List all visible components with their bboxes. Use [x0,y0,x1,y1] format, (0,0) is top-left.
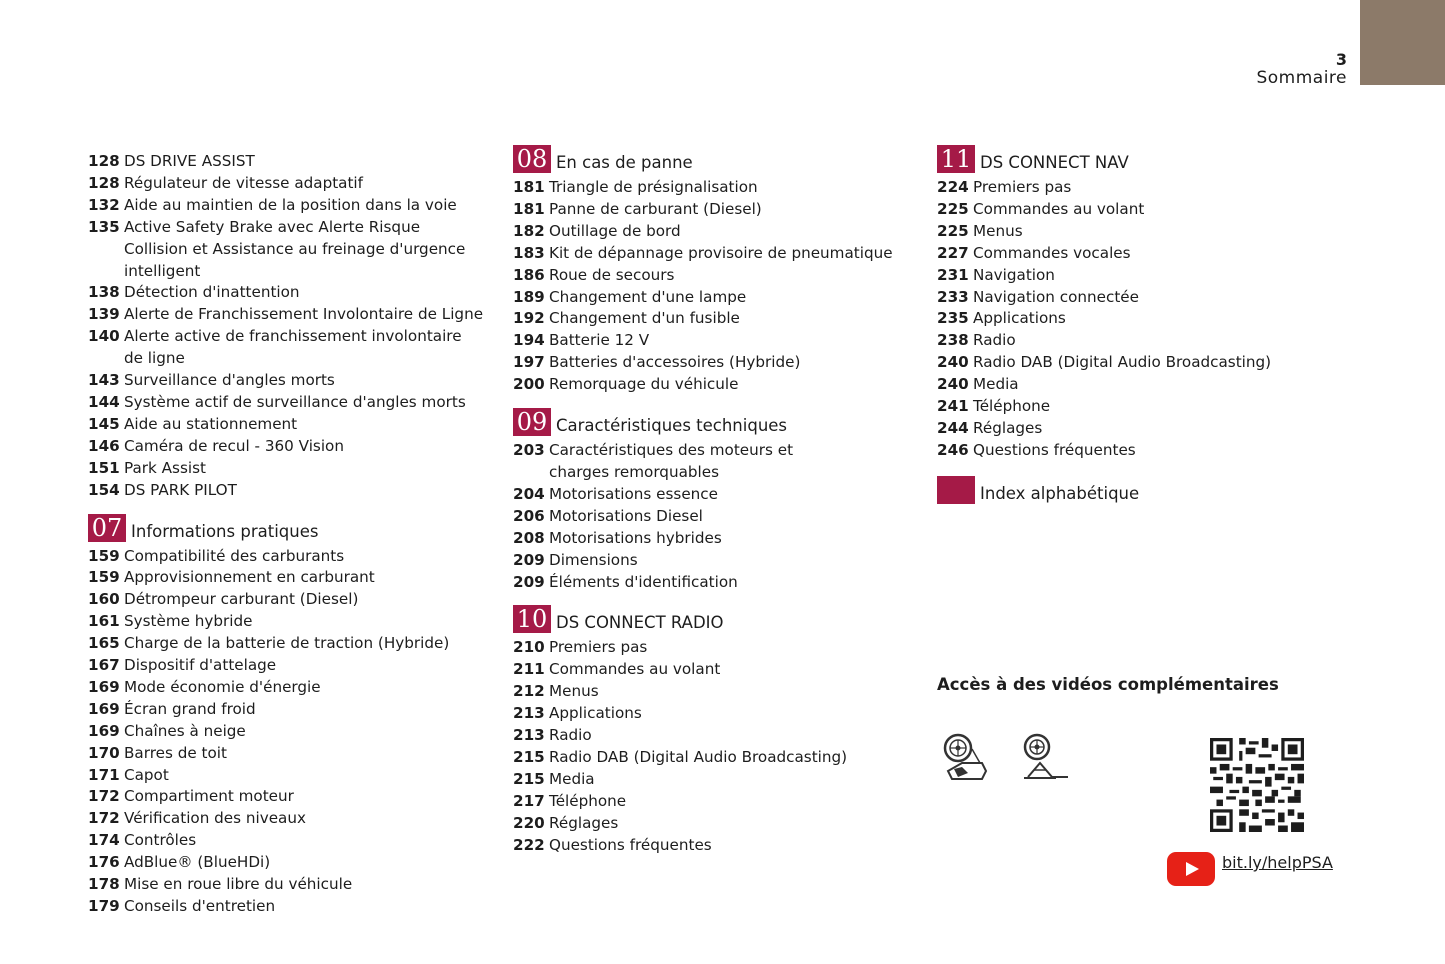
toc-page-number: 213 [513,726,545,745]
toc-page-number: 172 [88,809,120,828]
corner-tab [1360,0,1445,85]
toc-entry[interactable] [88,896,483,918]
toc-entry-label: Dimensions [549,550,638,569]
toc-entry[interactable] [513,550,913,572]
toc-page-number: 169 [88,699,120,718]
toc-entry-label: Media [973,375,1019,394]
toc-entry-label: Park Assist [124,458,206,477]
toc-entry-label: Batterie 12 V [549,331,650,350]
toc-entry[interactable] [937,440,1337,462]
toc-entry-label: Détrompeur carburant (Diesel) [124,590,359,609]
toc-page-number: 238 [937,331,969,350]
toc-entry-label: Radio DAB (Digital Audio Broadcasting) [549,747,848,766]
toc-entry[interactable] [88,370,483,392]
toc-page-number: 167 [88,656,120,675]
section-title: Index alphabétique [980,483,1140,503]
toc-entry[interactable] [513,506,913,528]
toc-entry-label: Caméra de recul - 360 Vision [124,436,344,455]
toc-entry-label: Aide au maintien de la position dans la voie [124,195,457,214]
toc-entry-label: Commandes vocales [973,243,1131,262]
toc-entry[interactable] [937,177,1337,199]
toc-entry-label: Mise en roue libre du véhicule [124,875,353,894]
index-badge [937,476,975,504]
toc-page-number: 140 [88,327,120,346]
toc-entry-label: Alerte active de franchissement involontaire de ligne [124,327,462,368]
toc-page-number: 246 [937,440,969,459]
toc-entry-label: Système hybride [124,612,253,631]
toc-entry[interactable] [513,221,913,243]
toc-entry-label: Outillage de bord [549,221,681,240]
toc-page-number: 194 [513,331,545,350]
toc-column-3 [937,145,1337,508]
toc-page-number: 181 [513,178,545,196]
toc-list [513,637,913,856]
toc-page-number: 240 [937,375,969,394]
toc-page-number: 210 [513,638,545,657]
section-header-09[interactable] [513,408,913,436]
toc-entry[interactable] [937,221,1337,243]
toc-entry-label: Téléphone [973,397,1051,416]
videos-title: Accès à des vidéos complémentaires [937,675,1279,694]
toc-entry[interactable] [88,392,483,414]
toc-entry-label: Éléments d'identification [549,572,738,591]
toc-entry-label: AdBlue® (BlueHDi) [124,853,271,872]
toc-page-number: 159 [88,568,120,587]
toc-entry[interactable] [88,852,483,874]
toc-entry-label: Radio [549,726,592,745]
toc-entry[interactable] [513,199,913,221]
toc-entry[interactable] [513,791,913,813]
youtube-icon[interactable] [1167,852,1215,886]
toc-entry-label: Changement d'une lampe [549,287,747,306]
toc-entry-label: Questions fréquentes [973,440,1136,459]
toc-page-number: 144 [88,392,120,411]
toc-page-number: 143 [88,371,120,390]
toc-page-number: 171 [88,765,120,784]
toc-entry-label: Régulateur de vitesse adaptatif [124,173,363,192]
toc-entry[interactable] [937,418,1337,440]
toc-page-number: 225 [937,221,969,240]
toc-entry[interactable] [937,352,1337,374]
toc-page-number: 139 [88,305,120,324]
section-header-11[interactable] [937,145,1337,173]
toc-entry-label: Réglages [973,418,1043,437]
toc-entry-label: Menus [973,221,1023,240]
toc-entry-label: Changement d'un fusible [549,309,740,328]
toc-page-number: 154 [88,480,120,499]
toc-entry-label: Capot [124,765,169,784]
toc-entry[interactable] [88,633,483,655]
section-number-badge: 09 [513,408,551,436]
toc-entry[interactable] [513,747,913,769]
toc-entry[interactable] [88,677,483,699]
toc-entry-label: Dispositif d'attelage [124,656,277,675]
toc-entry-label: Mode économie d'énergie [124,677,321,696]
section-header-07[interactable] [88,514,483,542]
toc-entry-label: Aide au stationnement [124,414,298,433]
section-number-badge: 08 [513,145,551,173]
toc-page-number: 231 [937,265,969,284]
toc-page-number: 215 [513,747,545,766]
toc-entry-label: Alerte de Franchissement Involontaire de Ligne [124,305,484,324]
toc-entry[interactable] [88,151,483,173]
toc-entry-label: Radio [973,331,1016,350]
page-title: Sommaire [1256,68,1347,88]
toc-entry-label: Motorisations hybrides [549,528,722,547]
toc-entry-label: Navigation connectée [973,287,1139,306]
toc-entry[interactable] [937,308,1337,330]
toc-page-number: 224 [937,178,969,196]
toc-entry[interactable] [513,769,913,791]
toc-page-number: 208 [513,528,545,547]
toc-entry[interactable] [513,484,913,506]
page-number: 3 [1335,50,1347,69]
toc-page-number: 206 [513,506,545,525]
toc-page-number: 161 [88,612,120,631]
toc-entry[interactable] [513,659,913,681]
toc-entry-label: Triangle de présignalisation [549,178,758,196]
toc-entry-label: Contrôles [124,831,197,850]
toc-entry-label: Détection d'inattention [124,283,300,302]
toc-page-number: 165 [88,634,120,653]
toc-page-number: 181 [513,199,545,218]
toc-entry[interactable] [88,765,483,787]
toc-entry-label: Motorisations essence [549,484,718,503]
section-title: En cas de panne [556,153,693,172]
toc-entry-label: Chaînes à neige [124,721,246,740]
toc-entry[interactable] [88,743,483,765]
toc-entry-label: Caractéristiques des moteurs et charges remorquables [549,441,794,481]
toc-page-number: 213 [513,704,545,723]
toc-entry[interactable] [513,308,913,330]
toc-page-number: 215 [513,769,545,788]
toc-entry[interactable] [513,725,913,747]
toc-page-number: 138 [88,283,120,302]
toc-entry[interactable] [88,830,483,852]
toc-entry[interactable] [513,177,913,199]
toc-page-number: 209 [513,550,545,569]
toc-entry[interactable] [937,330,1337,352]
toc-entry[interactable] [88,217,483,283]
toc-entry-label: Système actif de surveillance d'angles morts [124,392,466,411]
toc-entry-label: Barres de toit [124,743,227,762]
toc-entry-label: Applications [549,704,642,723]
toc-entry-label: Remorquage du véhicule [549,375,739,394]
toc-entry[interactable] [937,396,1337,418]
toc-entry[interactable] [88,699,483,721]
toc-page-number: 227 [937,243,969,262]
toc-list [513,177,913,396]
section-number-badge: 11 [937,145,975,173]
toc-page-number: 132 [88,195,120,214]
tyre-repair-kit-icon[interactable] [942,733,990,783]
section-title: Informations pratiques [131,521,319,541]
toc-entry-label: Kit de dépannage provisoire de pneumatique [549,243,893,262]
toc-entry-label: Surveillance d'angles morts [124,371,335,390]
toc-entry-label: Conseils d'entretien [124,897,276,915]
toc-entry[interactable] [88,611,483,633]
toc-list [88,151,483,502]
toc-entry-label: DS PARK PILOT [124,480,237,499]
toc-entry-label: Motorisations Diesel [549,506,703,525]
toc-entry-label: Réglages [549,813,619,832]
toc-list [937,177,1337,462]
toc-entry[interactable] [88,589,483,611]
toc-entry[interactable] [88,304,483,326]
toc-page-number: 151 [88,458,120,477]
toc-page-number: 233 [937,287,969,306]
toc-entry[interactable] [88,414,483,436]
toc-entry[interactable] [513,681,913,703]
toc-entry[interactable] [88,173,483,195]
toc-page-number: 183 [513,243,545,262]
toc-entry-label: Premiers pas [973,178,1072,196]
toc-page-number: 128 [88,173,120,192]
toc-entry[interactable] [513,528,913,550]
toc-entry-label: Premiers pas [549,638,648,657]
section-title: DS CONNECT RADIO [556,613,724,633]
toc-entry[interactable] [513,265,913,287]
toc-entry-label: Menus [549,682,599,701]
toc-entry-label: Approvisionnement en carburant [124,568,375,587]
toc-entry[interactable] [513,703,913,725]
toc-page-number: 169 [88,721,120,740]
toc-page-number: 222 [513,835,545,854]
toc-page-number: 197 [513,353,545,372]
toc-page-number: 169 [88,677,120,696]
toc-entry-label: Compartiment moteur [124,787,294,806]
toc-page-number: 159 [88,546,120,565]
section-number-badge: 10 [513,605,551,633]
section-header-index[interactable] [937,476,1337,504]
toc-list [513,440,913,593]
toc-entry[interactable] [513,572,913,594]
toc-entry-label: Batteries d'accessoires (Hybride) [549,353,801,372]
toc-page-number: 200 [513,375,545,394]
toc-page-number: 203 [513,441,545,460]
toc-page-number: 225 [937,199,969,218]
toc-page-number: 220 [513,813,545,832]
toc-entry[interactable] [937,287,1337,309]
toc-page-number: 176 [88,853,120,872]
toc-entry[interactable] [937,374,1337,396]
toc-entry-label: Roue de secours [549,265,675,284]
toc-entry[interactable] [88,721,483,743]
section-header-08[interactable] [513,145,913,173]
toc-entry-label: Charge de la batterie de traction (Hybride) [124,634,450,653]
toc-entry-label: Radio DAB (Digital Audio Broadcasting) [973,353,1272,372]
toc-entry-label: Écran grand froid [124,699,256,718]
toc-entry[interactable] [513,374,913,396]
toc-entry-label: Téléphone [549,791,627,810]
toc-entry-label: Panne de carburant (Diesel) [549,199,762,218]
toc-entry[interactable] [937,243,1337,265]
toc-page-number: 135 [88,217,120,236]
toc-entry[interactable] [513,287,913,309]
toc-page-number: 172 [88,787,120,806]
toc-entry[interactable] [88,786,483,808]
toc-entry-label: Active Safety Brake avec Alerte Risque Collision et Assistance au freinage d'urgence intelligent [124,217,466,280]
toc-page-number: 179 [88,897,120,915]
toc-entry-label: Navigation [973,265,1055,284]
toc-entry-label: Questions fréquentes [549,835,712,854]
toc-page-number: 145 [88,414,120,433]
toc-entry[interactable] [513,243,913,265]
toc-page-number: 178 [88,875,120,894]
toc-page-number: 212 [513,682,545,701]
toc-entry[interactable] [513,813,913,835]
toc-page-number: 186 [513,265,545,284]
toc-page-number: 204 [513,484,545,503]
toc-entry-label: DS DRIVE ASSIST [124,152,255,170]
toc-entry[interactable] [937,199,1337,221]
toc-entry-label: Commandes au volant [549,660,721,679]
help-videos-link[interactable]: bit.ly/helpPSA [1222,853,1333,872]
toc-entry[interactable] [513,352,913,374]
toc-page-number: 211 [513,660,545,679]
toc-page-number: 128 [88,152,120,170]
toc-page-number: 241 [937,397,969,416]
toc-entry[interactable] [88,874,483,896]
toc-entry[interactable] [88,436,483,458]
toc-page-number: 146 [88,436,120,455]
toc-column-2 [513,145,913,856]
toc-entry-label: Vérification des niveaux [124,809,306,828]
toc-entry[interactable] [937,265,1337,287]
toc-page-number: 192 [513,309,545,328]
toc-entry-label: Commandes au volant [973,199,1145,218]
toc-page-number: 189 [513,287,545,306]
toc-page-number: 235 [937,309,969,328]
toc-entry[interactable] [88,808,483,830]
toc-page-number: 217 [513,791,545,810]
toc-entry-label: Compatibilité des carburants [124,546,345,565]
section-title: DS CONNECT NAV [980,153,1129,172]
toc-page-number: 170 [88,743,120,762]
toc-entry[interactable] [88,567,483,589]
toc-entry[interactable] [88,480,483,502]
toc-entry[interactable] [513,637,913,659]
toc-entry-label: Applications [973,309,1066,328]
section-header-10[interactable] [513,605,913,633]
toc-page-number: 160 [88,590,120,609]
toc-column-1 [88,151,483,918]
section-title: Caractéristiques techniques [556,416,788,436]
toc-page-number: 240 [937,353,969,372]
toc-entry-label: Media [549,769,595,788]
toc-entry[interactable] [88,195,483,217]
toc-entry[interactable] [88,546,483,568]
toc-entry[interactable] [88,458,483,480]
section-number-badge: 07 [88,514,126,542]
toc-page-number: 182 [513,221,545,240]
qr-code-icon[interactable] [1210,738,1304,832]
toc-entry[interactable] [88,326,483,370]
toc-entry[interactable] [88,655,483,677]
toc-list [88,546,483,918]
toc-page-number: 209 [513,572,545,591]
toc-page-number: 174 [88,831,120,850]
toc-entry[interactable] [513,440,913,484]
toc-entry[interactable] [513,835,913,857]
toc-entry[interactable] [513,330,913,352]
toc-page-number: 244 [937,418,969,437]
toc-entry[interactable] [88,282,483,304]
spare-wheel-jack-icon[interactable] [1020,733,1072,783]
